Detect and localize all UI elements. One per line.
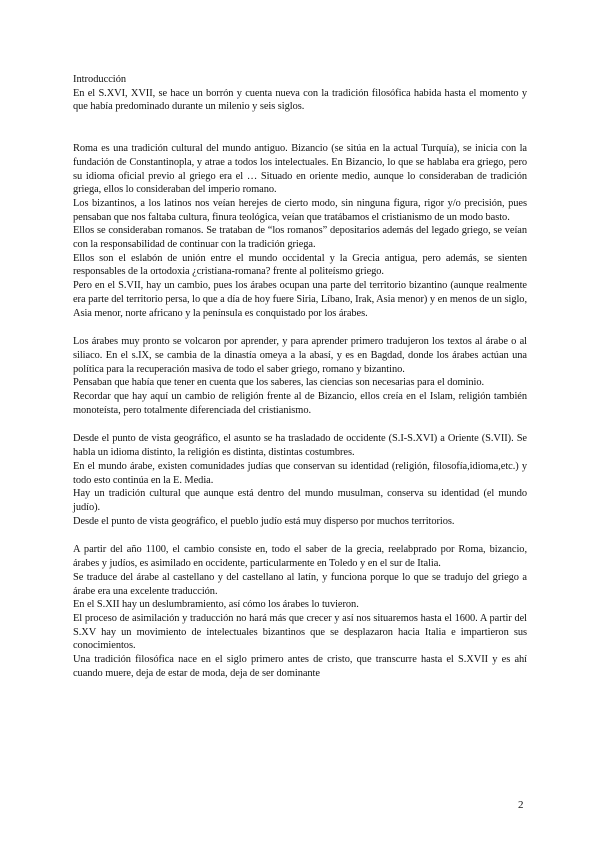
paragraph: En el mundo árabe, existen comunidades judías que conservan su identidad (religión, filosofía,idioma,etc.) y todo esto continúa en la E. Media.	[73, 460, 527, 486]
paragraph: En el S.XVI, XVII, se hace un borrón y cuenta nueva con la tradición filosófica habida hasta el momento y que había predominado durante un milenio y seis siglos.	[73, 87, 527, 113]
paragraph: El proceso de asimilación y traducción no hará más que crecer y así nos situaremos hasta el 1600. A partir del S.XV hay un movimiento de intelectuales bizantinos que se desplazaron hacia Italia e impartieron sus conocimientos.	[73, 612, 527, 652]
paragraph: Hay un tradición cultural que aunque está dentro del mundo musulman, conserva su identidad (el mundo judío).	[73, 488, 527, 513]
intro-section	[73, 87, 527, 114]
page-number: 2	[518, 799, 524, 811]
section-spacer	[73, 528, 527, 543]
paragraph: En el S.XII hay un deslumbramiento, así cómo los árabes lo tuvieron.	[73, 599, 359, 611]
byzantium-section	[73, 142, 527, 320]
document-page	[73, 73, 527, 680]
paragraph: Pero en el S.VII, hay un cambio, pues los árabes ocupan una parte del territorio bizantino (aunque realmente era parte del territorio persa, lo que a día de hoy fuere Siria, Líbano, Irak, Asia menor) y en menos de un siglo, Asia menor, norte africano y la península es conquistado por los árabes.	[73, 280, 527, 319]
paragraph: Recordar que hay aquí un cambio de religión frente al de Bizancio, ellos creía en el Islam, religión también monoteísta, pero totalmente diferenciada del cristianismo.	[73, 391, 527, 416]
document-title: Introducción	[73, 74, 127, 85]
arabs-section	[73, 335, 527, 417]
paragraph: Ellos se consideraban romanos. Se trataban de “los romanos” depositarios además del legado griego, se veían con la responsabilidad de continuar con la tradición griega.	[73, 225, 527, 251]
section-spacer	[73, 320, 527, 335]
paragraph: A partir del año 1100, el cambio consiste en, todo el saber de la grecia, reelabprado por Roma, bizancio, árabes y judíos, es asimilado en occidente, particularmente en Toledo y en el sur de Italia.	[73, 544, 527, 570]
paragraph: Ellos son el eslabón de unión entre el mundo occidental y la Grecia antigua, pero además, se sienten responsables de la ortodoxia ¿cristiana-romana? frente al politeísmo griego.	[73, 252, 527, 278]
paragraph: Los árabes muy pronto se volcaron por aprender, y para aprender primero tradujeron los textos al árabe o al siliaco. En el s.IX, se cambia de la dinastía omeya a la abasí, y es en Bagdad, donde los árabes actúan una política para la recuperación masiva de todo el saber griego, romano y bizantino.	[73, 336, 527, 375]
paragraph: Roma es una tradición cultural del mundo antiguo. Bizancio (se sitúa en la actual Turquía), se inicia con la fundación de Constantinopla, y atrae a todos los intelectuales. En Bizancio, lo que se hablaba era griego, pero su idioma oficial previo al griego era el … Situado en oriente medio, aunque lo consideraban de tradición griega, ellos lo consideraban del imperio romano.	[73, 143, 527, 196]
paragraph: Una tradición filosófica nace en el siglo primero antes de cristo, que transcurre hasta el S.XVII y es ahí cuando muere, deja de estar de moda, deja de ser dominante	[73, 654, 527, 679]
section-spacer	[73, 417, 527, 432]
geography-section	[73, 432, 527, 528]
paragraph: Los bizantinos, a los latinos nos veían herejes de cierto modo, sin ninguna figura, rigor y/o precisión, pues pensaban que nos faltaba cultura, finura teológica, veían que tratábamos el cristianismo de un modo basto.	[73, 197, 527, 223]
paragraph: Desde el punto de vista geográfico, el asunto se ha trasladado de occidente (S.I-S.XVI) a Oriente (S.VII). Se habla un idioma distinto, la religión es distinta, distintas costumbres.	[73, 433, 527, 459]
paragraph: Se traduce del árabe al castellano y del castellano al latín, y funciona porque lo que se tradujo del griego a árabe era una excelente traducción.	[73, 571, 527, 597]
section-spacer	[73, 114, 527, 142]
paragraph: Pensaban que había que tener en cuenta que los saberes, las ciencias son necesarias para el dominio.	[73, 377, 485, 389]
assimilation-section	[73, 543, 527, 680]
paragraph: Desde el punto de vista geográfico, el pueblo judío está muy disperso por muchos territorios.	[73, 515, 455, 527]
